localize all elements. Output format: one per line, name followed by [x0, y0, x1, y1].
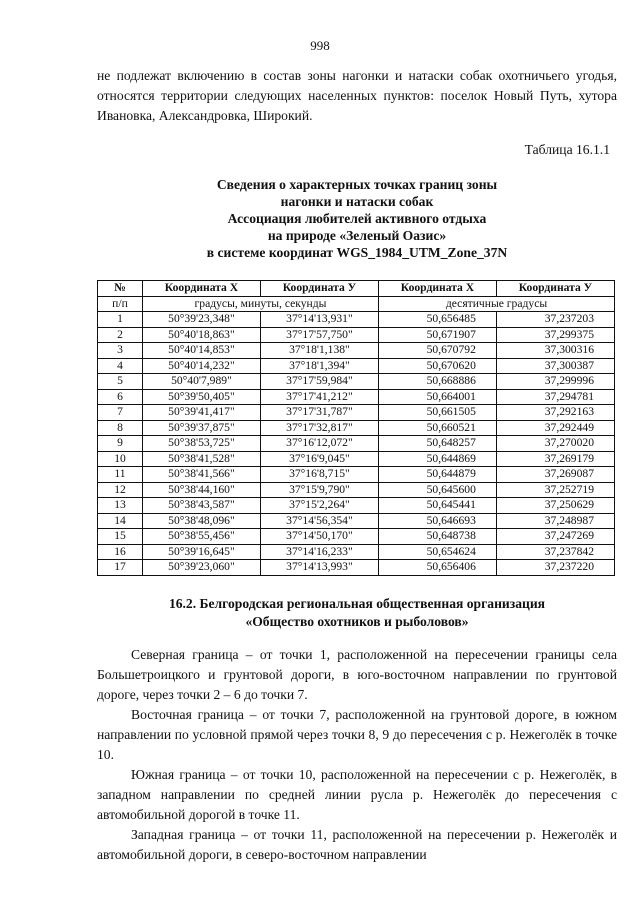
- page-number: 998: [310, 38, 330, 53]
- y-decimal-cell: 37,292449: [496, 420, 614, 436]
- row-number: 13: [98, 498, 143, 514]
- x-decimal-cell: 50,670792: [378, 343, 496, 359]
- x-decimal-cell: 50,656406: [378, 560, 496, 576]
- y-dms-cell: 37°15'2,264": [260, 498, 378, 514]
- y-decimal-cell: 37,250629: [496, 498, 614, 514]
- table-header-row: [98, 281, 615, 297]
- y-dms-cell: 37°14'16,233": [260, 544, 378, 560]
- y-decimal-cell: 37,248987: [496, 513, 614, 529]
- y-dms-cell: 37°14'50,170": [260, 529, 378, 545]
- y-dms-cell: 37°14'13,993": [260, 560, 378, 576]
- row-number: 10: [98, 451, 143, 467]
- col-y-dms-header: Координата У: [260, 281, 378, 297]
- x-decimal-cell: 50,671907: [378, 327, 496, 343]
- row-number: 9: [98, 436, 143, 452]
- x-decimal-cell: 50,656485: [378, 312, 496, 328]
- y-dms-cell: 37°14'56,354": [260, 513, 378, 529]
- table-row: [98, 513, 615, 529]
- x-decimal-cell: 50,644869: [378, 451, 496, 467]
- table-label: Таблица 16.1.1: [524, 142, 610, 157]
- row-number: 7: [98, 405, 143, 421]
- row-number: 12: [98, 482, 143, 498]
- table-title-line: нагонки и натаски собак: [280, 194, 434, 209]
- y-dms-cell: 37°14'13,931": [260, 312, 378, 328]
- table-row: [98, 529, 615, 545]
- row-number: 17: [98, 560, 143, 576]
- row-number: 16: [98, 544, 143, 560]
- x-decimal-cell: 50,648738: [378, 529, 496, 545]
- y-decimal-cell: 37,237842: [496, 544, 614, 560]
- y-dms-cell: 37°17'41,212": [260, 389, 378, 405]
- y-decimal-cell: 37,247269: [496, 529, 614, 545]
- y-decimal-cell: 37,292163: [496, 405, 614, 421]
- x-dms-cell: 50°38'53,725": [143, 436, 261, 452]
- table-row: [98, 358, 615, 374]
- section-title: [97, 595, 617, 631]
- x-dms-cell: 50°40'18,863": [143, 327, 261, 343]
- y-dms-cell: 37°16'12,072": [260, 436, 378, 452]
- table-row: [98, 560, 615, 576]
- x-decimal-cell: 50,660521: [378, 420, 496, 436]
- table-title-line: Ассоциация любителей активного отдыха: [227, 211, 487, 226]
- table-row: [98, 389, 615, 405]
- x-dms-cell: 50°40'7,989": [143, 374, 261, 390]
- table-row: [98, 343, 615, 359]
- x-decimal-cell: 50,648257: [378, 436, 496, 452]
- table-row: [98, 498, 615, 514]
- row-number: 4: [98, 358, 143, 374]
- north-boundary-paragraph: Северная граница – от точки 1, расположенной на пересечении границы села Большетроицкого и грунтовой дороги, в юго-восточном направлении по грунтовой дороге, через точки 2 – 6 до точки 7.: [97, 647, 617, 702]
- south-boundary-paragraph: Южная граница – от точки 10, расположенной на пересечении с р. Нежеголёк, в западном направлении по средней линии русла р. Нежеголёк до пересечения с автомобильной дорогой в точке 11.: [97, 767, 617, 822]
- table-row: [98, 436, 615, 452]
- y-decimal-cell: 37,300387: [496, 358, 614, 374]
- y-decimal-cell: 37,237220: [496, 560, 614, 576]
- east-boundary-paragraph: Восточная граница – от точки 7, расположенной на грунтовой дороге, в южном направлении по условной прямой через точки 8, 9 до пересечения с р. Нежеголёк в точке 10.: [97, 707, 617, 762]
- x-dms-cell: 50°39'16,645": [143, 544, 261, 560]
- row-number: 14: [98, 513, 143, 529]
- col-x-dec-header: Координата Х: [378, 281, 496, 297]
- x-dms-cell: 50°39'23,060": [143, 560, 261, 576]
- x-decimal-cell: 50,654624: [378, 544, 496, 560]
- dms-units-subheader: градусы, минуты, секунды: [143, 296, 379, 312]
- intro-paragraph: не подлежат включению в состав зоны нагонки и натаски собак охотничьего угодья, относятся территории следующих населенных пунктов: поселок Новый Путь, хутора Ивановка, Александровка, Широкий.: [97, 68, 617, 123]
- y-decimal-cell: 37,270020: [496, 436, 614, 452]
- table-title-line: Сведения о характерных точках границ зоны: [216, 177, 498, 192]
- y-dms-cell: 37°18'1,138": [260, 343, 378, 359]
- y-dms-cell: 37°17'59,984": [260, 374, 378, 390]
- col-y-dec-header: Координата У: [496, 281, 614, 297]
- y-decimal-cell: 37,252719: [496, 482, 614, 498]
- y-decimal-cell: 37,299375: [496, 327, 614, 343]
- row-number: 15: [98, 529, 143, 545]
- y-dms-cell: 37°15'9,790": [260, 482, 378, 498]
- x-dms-cell: 50°40'14,232": [143, 358, 261, 374]
- table-subheader-row: [98, 296, 615, 312]
- y-dms-cell: 37°18'1,394": [260, 358, 378, 374]
- x-dms-cell: 50°39'41,417": [143, 405, 261, 421]
- x-decimal-cell: 50,664001: [378, 389, 496, 405]
- table-title-line: на природе «Зеленый Оазис»: [267, 228, 447, 243]
- col-x-dms-header: Координата Х: [143, 281, 261, 297]
- y-dms-cell: 37°16'9,045": [260, 451, 378, 467]
- y-decimal-cell: 37,269087: [496, 467, 614, 483]
- table-title-line: в системе координат WGS_1984_UTM_Zone_37N: [206, 245, 508, 260]
- y-dms-cell: 37°17'31,787": [260, 405, 378, 421]
- x-decimal-cell: 50,646693: [378, 513, 496, 529]
- row-number: 6: [98, 389, 143, 405]
- y-dms-cell: 37°17'57,750": [260, 327, 378, 343]
- section-title-line: 16.2. Белгородская региональная общественная организация: [168, 596, 546, 611]
- row-number: 2: [98, 327, 143, 343]
- x-dms-cell: 50°38'44,160": [143, 482, 261, 498]
- x-dms-cell: 50°38'48,096": [143, 513, 261, 529]
- col-number-header: №: [98, 281, 143, 297]
- section-title-line: «Общество охотников и рыболовов»: [245, 614, 469, 629]
- x-dms-cell: 50°39'50,405": [143, 389, 261, 405]
- col-number-subheader: п/п: [98, 296, 143, 312]
- row-number: 8: [98, 420, 143, 436]
- y-decimal-cell: 37,300316: [496, 343, 614, 359]
- x-dms-cell: 50°38'43,587": [143, 498, 261, 514]
- y-decimal-cell: 37,294781: [496, 389, 614, 405]
- row-number: 11: [98, 467, 143, 483]
- table-row: [98, 374, 615, 390]
- row-number: 1: [98, 312, 143, 328]
- x-decimal-cell: 50,645441: [378, 498, 496, 514]
- x-dms-cell: 50°39'37,875": [143, 420, 261, 436]
- y-dms-cell: 37°17'32,817": [260, 420, 378, 436]
- y-dms-cell: 37°16'8,715": [260, 467, 378, 483]
- y-decimal-cell: 37,269179: [496, 451, 614, 467]
- row-number: 3: [98, 343, 143, 359]
- x-dms-cell: 50°38'41,566": [143, 467, 261, 483]
- x-dms-cell: 50°39'23,348": [143, 312, 261, 328]
- x-decimal-cell: 50,644879: [378, 467, 496, 483]
- x-decimal-cell: 50,645600: [378, 482, 496, 498]
- x-decimal-cell: 50,668886: [378, 374, 496, 390]
- table-row: [98, 467, 615, 483]
- x-decimal-cell: 50,670620: [378, 358, 496, 374]
- x-decimal-cell: 50,661505: [378, 405, 496, 421]
- table-row: [98, 327, 615, 343]
- row-number: 5: [98, 374, 143, 390]
- table-title: [97, 176, 617, 261]
- y-decimal-cell: 37,237203: [496, 312, 614, 328]
- x-dms-cell: 50°38'55,456": [143, 529, 261, 545]
- table-row: [98, 420, 615, 436]
- table-row: [98, 405, 615, 421]
- x-dms-cell: 50°38'41,528": [143, 451, 261, 467]
- x-dms-cell: 50°40'14,853": [143, 343, 261, 359]
- table-row: [98, 482, 615, 498]
- table-row: [98, 544, 615, 560]
- table-row: [98, 451, 615, 467]
- table-row: [98, 312, 615, 328]
- coordinates-table: [97, 280, 615, 576]
- y-decimal-cell: 37,299996: [496, 374, 614, 390]
- west-boundary-paragraph: Западная граница – от точки 11, расположенной на пересечении р. Нежеголёк и автомобильной дороги, в северо-восточном направлении: [97, 827, 617, 862]
- decimal-units-subheader: десятичные градусы: [378, 296, 614, 312]
- body-text: [97, 645, 617, 865]
